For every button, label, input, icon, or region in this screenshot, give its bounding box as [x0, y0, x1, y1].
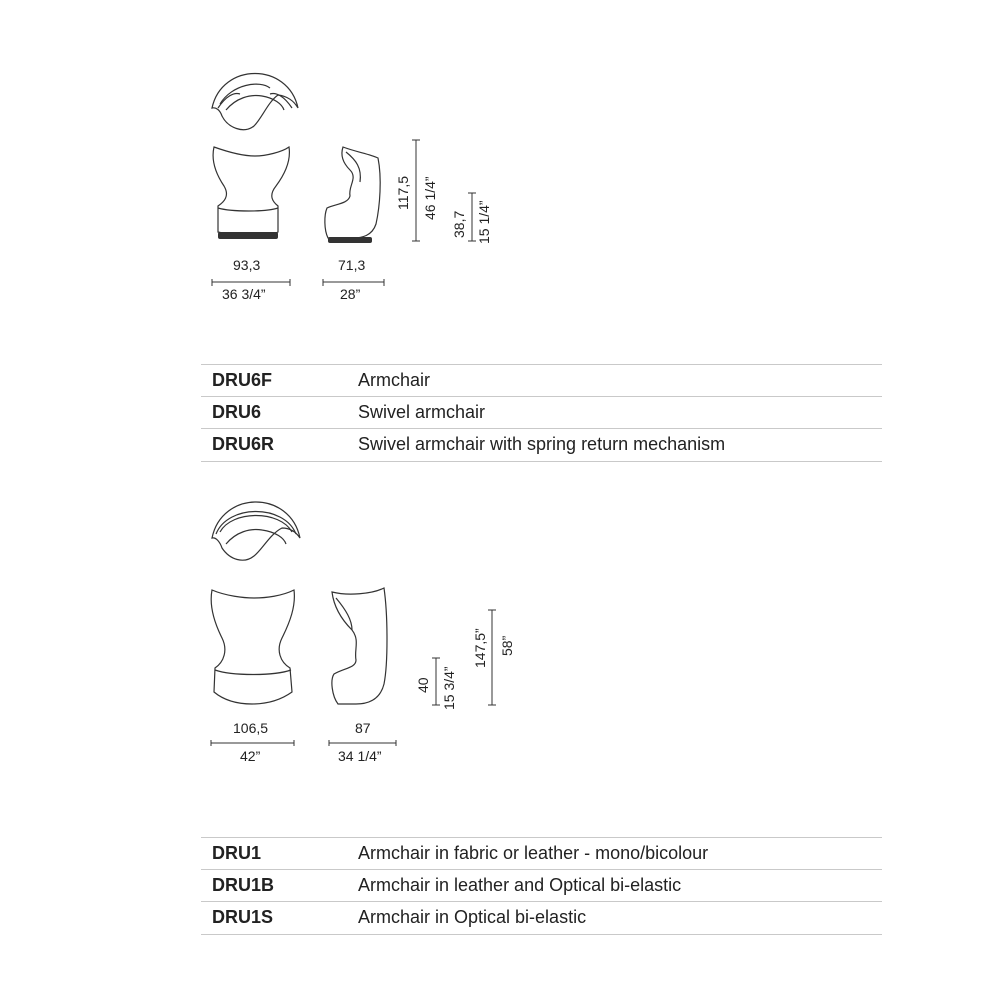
product-description: Armchair — [358, 370, 431, 390]
section2-height-in: 58” — [499, 635, 515, 656]
table-divider — [201, 396, 882, 397]
table-divider — [201, 428, 882, 429]
product-code: DRU1 — [212, 843, 262, 863]
section2-height-cm: 147,5” — [472, 628, 488, 668]
armchair-2-front-view — [211, 590, 294, 704]
product-description: Armchair in leather and Optical bi-elastic — [358, 875, 682, 895]
product-code: DRU1S — [212, 907, 274, 927]
product-code: DRU6F — [212, 370, 273, 390]
table-divider — [201, 901, 882, 902]
section1-seat-height-cm: 38,7 — [451, 210, 467, 238]
section1-side-depth-in: 28” — [340, 286, 361, 302]
table-divider — [201, 837, 882, 838]
armchair-1-front-view — [213, 147, 289, 239]
product-code: DRU6 — [212, 402, 262, 422]
armchair-2-top-view — [212, 502, 300, 560]
section2-front-width-in: 42” — [240, 748, 261, 764]
section1-side-depth-cm: 71,3 — [338, 257, 366, 273]
product-description: Swivel armchair — [358, 402, 486, 422]
armchair-1-side-view — [325, 147, 380, 243]
table-divider — [201, 461, 882, 462]
section2-front-width-cm: 106,5 — [233, 720, 269, 736]
section2-side-depth-cm: 87 — [355, 720, 371, 736]
section1-height-cm: 117,5 — [395, 176, 411, 210]
section1-front-width-cm: 93,3 — [233, 257, 261, 273]
product-code: DRU1B — [212, 875, 275, 895]
section1-height-in: 46 1/4” — [422, 176, 438, 220]
product-description: Armchair in fabric or leather - mono/bicolour — [358, 843, 709, 863]
armchair-1-top-view — [212, 74, 298, 130]
section2-seat-height-cm: 40 — [415, 677, 431, 693]
section1-seat-height-in: 15 1/4” — [476, 200, 492, 244]
table-divider — [201, 934, 882, 935]
section1-front-width-in: 36 3/4” — [222, 286, 266, 302]
armchair-2-side-view — [332, 588, 387, 704]
product-description: Swivel armchair with spring return mechanism — [358, 434, 726, 454]
table-divider — [201, 869, 882, 870]
table-divider — [201, 364, 882, 365]
product-description: Armchair in Optical bi-elastic — [358, 907, 587, 927]
section1-drawings — [0, 0, 1000, 470]
section2-side-depth-in: 34 1/4” — [338, 748, 382, 764]
product-code: DRU6R — [212, 434, 275, 454]
section2-seat-height-in: 15 3/4” — [441, 666, 457, 710]
